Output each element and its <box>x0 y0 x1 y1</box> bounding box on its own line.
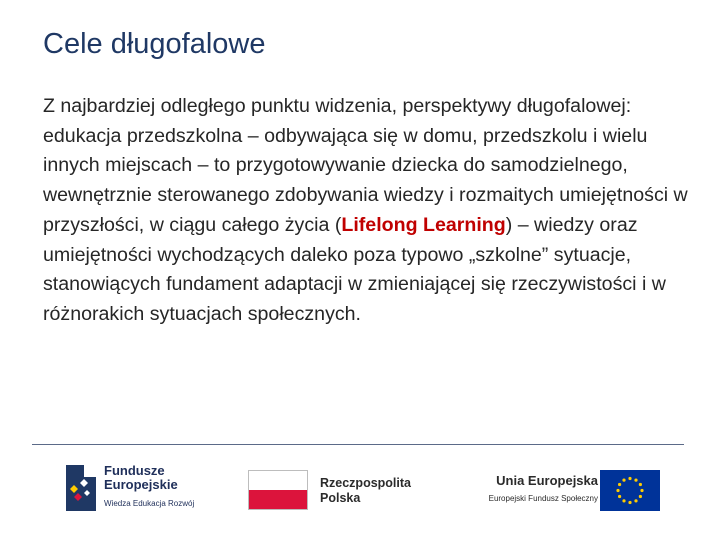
fundusze-europejskie-logo-icon <box>64 463 98 513</box>
eu-star <box>622 479 625 482</box>
fe-subtitle: Wiedza Edukacja Rozwój <box>104 499 195 508</box>
intro-paragraph: Z najbardziej odległego punktu widzenia, perspektywy długofalowej: <box>43 95 632 117</box>
lifelong-learning-highlight: Lifelong Learning <box>341 213 506 236</box>
eu-flag-icon <box>600 470 660 511</box>
unia-europejska-logo <box>458 470 662 512</box>
rp-name-line2: Polska <box>320 491 361 505</box>
rzeczpospolita-polska-logo <box>248 470 428 512</box>
eu-star <box>634 479 637 482</box>
eu-star <box>618 495 621 498</box>
slide-title: Cele długofalowe <box>43 28 266 60</box>
eu-star <box>640 489 643 492</box>
eu-star <box>634 499 637 502</box>
main-paragraph-text-end: ) – wiedzy oraz umiejętności wychodzących daleko poza typowo „szkolne” sytuacje, stanowiących fundament adaptacji w zmieniającej się rzeczywistości i w różnorakich sytuacjach społecznych. <box>43 213 666 325</box>
eu-star <box>616 489 619 492</box>
fundusze-europejskie-logo <box>64 463 224 515</box>
eu-star <box>628 501 631 504</box>
footer-divider <box>32 444 684 445</box>
polish-flag-icon <box>248 470 308 510</box>
rp-name-line1: Rzeczpospolita <box>320 476 411 490</box>
eu-star <box>628 477 631 480</box>
eu-star <box>639 483 642 486</box>
eu-star <box>639 495 642 498</box>
eu-title: Unia Europejska <box>496 473 598 488</box>
slide-body <box>43 92 693 330</box>
eu-star <box>622 499 625 502</box>
eu-star <box>618 483 621 486</box>
main-paragraph-text-start: edukacja przedszkolna – odbywająca się w domu, przedszkolu i wielu innych miejscach – to przygotowywanie dziecka do samodzielnego, wewnętrznie sterowanego zdobywania wiedzy i rozmaitych umiejętności w przyszłości, w ciągu całego życia ( <box>43 124 688 236</box>
fe-name-line2: Europejskie <box>104 477 178 492</box>
fe-name-line1: Fundusze <box>104 463 165 478</box>
eu-subtitle: Europejski Fundusz Społeczny <box>488 494 598 503</box>
main-paragraph <box>43 122 693 330</box>
